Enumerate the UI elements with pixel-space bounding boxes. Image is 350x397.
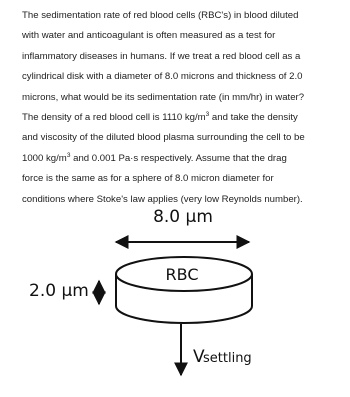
- problem-line-4: cylindrical disk with a diameter of 8.0 microns and thickness of 2.0: [22, 71, 303, 83]
- problem-line-6-text-b: and take the density: [209, 112, 298, 124]
- problem-line-6: [22, 108, 344, 128]
- rbc-diagram: [0, 196, 350, 397]
- problem-line-8-superscript: 3: [66, 151, 71, 159]
- problem-line-8-text-b: and 0.001 Pa·s respectively. Assume that the drag: [70, 152, 287, 164]
- problem-line-5: microns, what would be its sedimentation rate (in mm/hr) in water?: [22, 91, 305, 103]
- problem-line-7: and viscosity of the diluted blood plasma surrounding the cell to be: [22, 132, 305, 144]
- problem-line-9: force is the same as for a sphere of 8.0 micron diameter for: [22, 173, 274, 185]
- problem-line-2: with water and anticoagulant is often measured as a test for: [22, 30, 276, 42]
- problem-line-6-superscript: 3: [205, 110, 210, 118]
- diameter-label: 8.0 μm: [153, 207, 213, 227]
- problem-line-8: [22, 149, 344, 169]
- problem-line-1: The sedimentation rate of red blood cells (RBC's) in blood diluted: [22, 10, 299, 21]
- problem-line-6-text-a: The density of a red blood cell is 1110 kg/m: [22, 112, 206, 124]
- rbc-label: RBC: [165, 265, 199, 284]
- problem-statement: [22, 6, 344, 210]
- thickness-label: 2.0 μm: [29, 281, 89, 301]
- problem-line-8-text-a: 1000 kg/m: [22, 152, 67, 164]
- velocity-subscript: settling: [203, 351, 252, 366]
- problem-line-3: inflammatory diseases in humans. If we treat a red blood cell as a: [22, 50, 301, 62]
- problem-line-10: conditions where Stoke's law applies (very low Reynolds number).: [22, 193, 303, 205]
- rbc-figure: [0, 196, 350, 397]
- velocity-symbol: V: [193, 347, 205, 367]
